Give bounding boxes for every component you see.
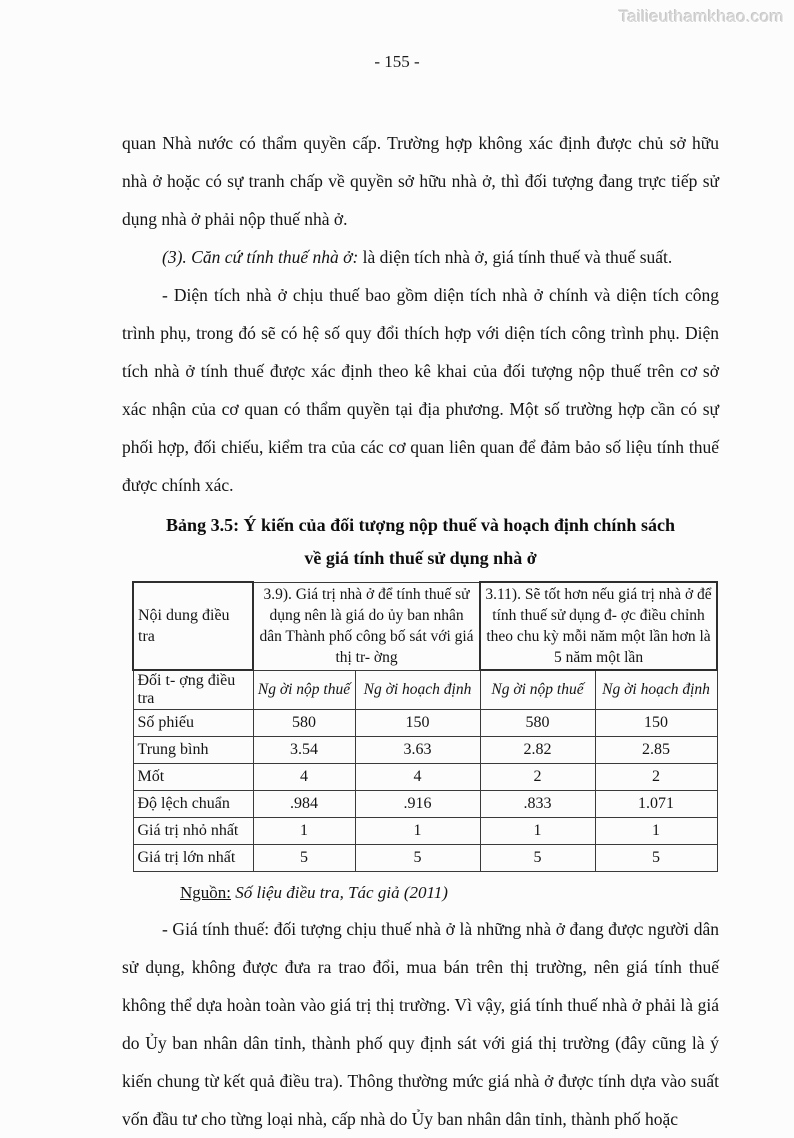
table-row (133, 845, 717, 872)
paragraph-tax-price: - Giá tính thuế: đối tượng chịu thuế nhà ở là những nhà ở đang được người dân sử dụng, không được đưa ra trao đổi, mua bán trên thị trường, nên giá tính thuế không thể dựa hoàn toàn vào giá trị thị trường. Vì vậy, giá tính thuế nhà ở phải là giá do Ủy ban nhân dân tỉnh, thành phố quy định sát với giá thị trường (đây cũng là ý kiến chung từ kết quả điều tra). Thông thường mức giá nhà ở được tính dựa vào suất vốn đầu tư cho từng loại nhà, cấp nhà do Ủy ban nhân dân tỉnh, thành phố hoặc (122, 919, 719, 1129)
cell-value: 5 (595, 845, 717, 872)
cell-value: 4 (355, 764, 480, 791)
table-source-text: Số liệu điều tra, Tác giả (2011) (235, 883, 448, 902)
table-source-label: Nguồn: (180, 883, 231, 902)
table-caption (122, 509, 719, 575)
cell-value: 2.85 (595, 737, 717, 764)
subheader-policymaker-2: Ng ời hoạch định (595, 670, 717, 710)
cell-value: 1 (480, 818, 595, 845)
cell-value: 3.54 (253, 737, 355, 764)
cell-value: 3.63 (355, 737, 480, 764)
row-label-min: Giá trị nhỏ nhất (133, 818, 253, 845)
cell-value: .916 (355, 791, 480, 818)
cell-value: 2 (480, 764, 595, 791)
cell-value: 150 (595, 710, 717, 737)
page-content (122, 124, 719, 1138)
table-row (133, 818, 717, 845)
row-label-max: Giá trị lớn nhất (133, 845, 253, 872)
cell-value: 580 (253, 710, 355, 737)
cell-value: 150 (355, 710, 480, 737)
table-caption-line1: Bảng 3.5: Ý kiến của đối tượng nộp thuế và hoạch định chính sách (166, 515, 675, 535)
row-label-stddev: Độ lệch chuẩn (133, 791, 253, 818)
paragraph-tax-basis-lead: (3). Căn cứ tính thuế nhà ở: (162, 247, 359, 267)
paragraph-tax-basis-rest: là diện tích nhà ở, giá tính thuế và thuế suất. (358, 247, 673, 267)
cell-value: 5 (253, 845, 355, 872)
survey-results-table (132, 581, 718, 872)
cell-value: .984 (253, 791, 355, 818)
subheader-taxpayer-1: Ng ời nộp thuế (253, 670, 355, 710)
row-label-votes: Số phiếu (133, 710, 253, 737)
cell-value: 2 (595, 764, 717, 791)
table-row (133, 764, 717, 791)
paragraph-legal-owner: quan Nhà nước có thẩm quyền cấp. Trường hợp không xác định được chủ sở hữu nhà ở hoặc có sự tranh chấp về quyền sở hữu nhà ở, thì đối tượng đang trực tiếp sử dụng nhà ở phải nộp thuế nhà ở. (122, 133, 719, 229)
subheader-taxpayer-2: Ng ời nộp thuế (480, 670, 595, 710)
cell-value: 5 (480, 845, 595, 872)
cell-value: 1 (253, 818, 355, 845)
cell-value: 5 (355, 845, 480, 872)
cell-value: 1 (595, 818, 717, 845)
cell-value: 1 (355, 818, 480, 845)
header-survey-content: Nội dung điều tra (133, 582, 253, 670)
table-row (133, 582, 717, 670)
row-label-mode: Mốt (133, 764, 253, 791)
header-question-3-9: 3.9). Giá trị nhà ở để tính thuế sử dụng nên là giá do ủy ban nhân dân Thành phố công bố sát với giá thị tr- ờng (253, 582, 480, 670)
table-source (180, 880, 719, 906)
cell-value: 2.82 (480, 737, 595, 764)
paragraph-taxable-area: - Diện tích nhà ở chịu thuế bao gồm diện tích nhà ở chính và diện tích công trình phụ, trong đó sẽ có hệ số quy đổi thích hợp với diện tích công trình phụ. Diện tích nhà ở tính thuế được xác định theo kê khai của đối tượng nộp thuế trên cơ sở xác nhận của cơ quan có thẩm quyền tại địa phương. Một số trường hợp cần có sự phối hợp, đối chiếu, kiểm tra của các cơ quan liên quan để đảm bảo số liệu tính thuế được chính xác. (122, 285, 719, 495)
cell-value: 4 (253, 764, 355, 791)
row-label-mean: Trung bình (133, 737, 253, 764)
cell-value: 580 (480, 710, 595, 737)
cell-value: .833 (480, 791, 595, 818)
site-watermark: Tailieuthamkhao.com (618, 7, 784, 26)
table-row (133, 737, 717, 764)
table-row (133, 791, 717, 818)
subheader-policymaker-1: Ng ời hoạch định (355, 670, 480, 710)
header-question-3-11: 3.11). Sẽ tốt hơn nếu giá trị nhà ở để tính thuế sử dụng đ- ợc điều chỉnh theo chu kỳ mỗi năm một lần hơn là 5 năm một lần (480, 582, 717, 670)
table-caption-line2: về giá tính thuế sử dụng nhà ở (304, 548, 537, 568)
subheader-respondent-label: Đối t- ợng điều tra (133, 670, 253, 710)
table-row (133, 710, 717, 737)
cell-value: 1.071 (595, 791, 717, 818)
paragraph-tax-basis (122, 238, 719, 276)
table-row (133, 670, 717, 710)
page-number: - 155 - (374, 52, 420, 71)
